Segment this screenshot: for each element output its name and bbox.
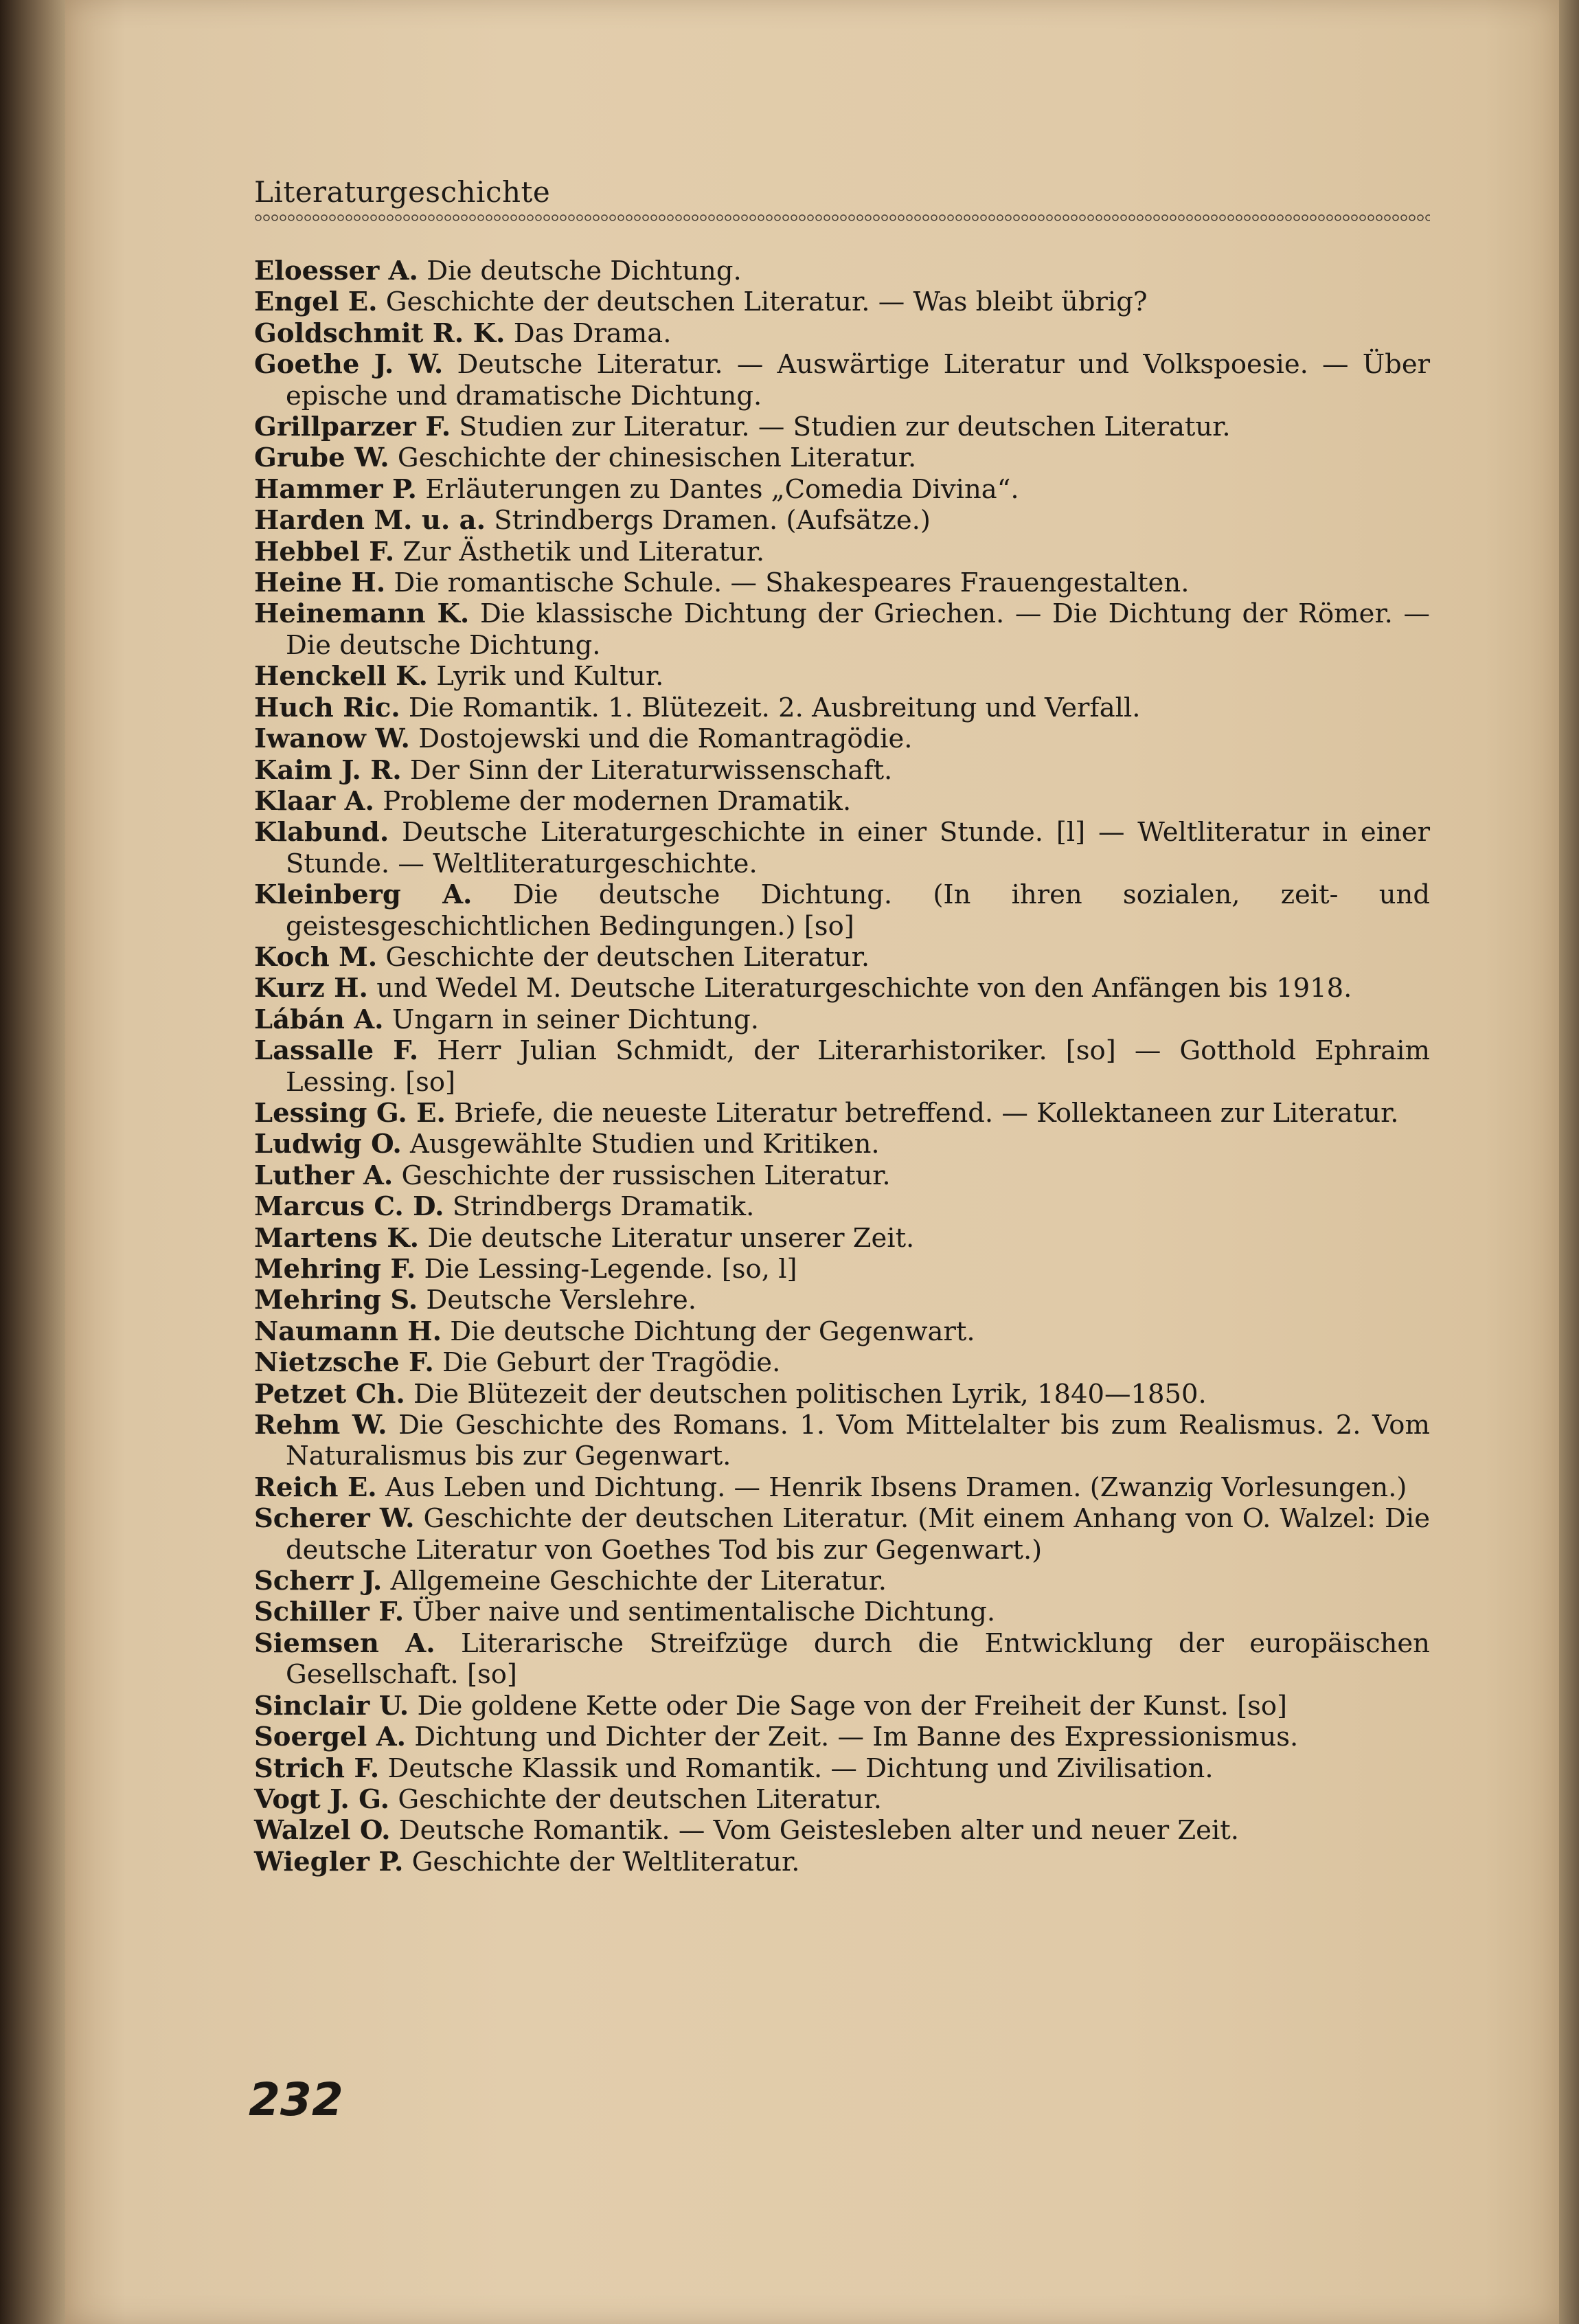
bibliography-entry [254, 442, 1430, 473]
work-titles: Die romantische Schule. — Shakespeares Frauengestalten. [394, 567, 1190, 599]
work-titles: Geschichte der chinesischen Literatur. [397, 442, 917, 474]
work-titles: Geschichte der deutschen Literatur. (Mit einem Anhang von O. Walzel: Die deutsche Literatur von Goethes Tod bis zur Gegenwart.) [286, 1503, 1430, 1566]
work-titles: Die Blütezeit der deutschen politischen Lyrik, 1840—1850. [413, 1378, 1207, 1410]
work-titles: Geschichte der deutschen Literatur. — Was bleibt übrig? [385, 286, 1148, 318]
work-titles: Das Drama. [513, 317, 672, 349]
author-name: Huch Ric. [254, 692, 400, 723]
bibliography-entry [254, 1379, 1430, 1410]
work-titles: Allgemeine Geschichte der Literatur. [390, 1566, 887, 1597]
bibliography-entry [254, 942, 1430, 973]
author-name: Heinemann K. [254, 598, 470, 630]
bibliography-entry [254, 1722, 1430, 1752]
work-titles: Briefe, die neueste Literatur betreffend. — Kollektaneen zur Literatur. [454, 1097, 1399, 1129]
author-name: Ludwig O. [254, 1129, 402, 1160]
author-name: Scherr J. [254, 1566, 383, 1597]
work-titles: Die deutsche Dichtung der Gegenwart. [450, 1316, 975, 1347]
bibliography-entry [254, 879, 1430, 942]
work-titles: Strindbergs Dramatik. [452, 1191, 755, 1223]
author-name: Engel E. [254, 286, 378, 318]
bibliography-entry [254, 349, 1430, 411]
bibliography-entry [254, 474, 1430, 505]
work-titles: Studien zur Literatur. — Studien zur deutschen Literatur. [459, 411, 1231, 443]
author-name: Harden M. u. a. [254, 505, 486, 537]
work-titles: Die klassische Dichtung der Griechen. — Die Dichtung der Römer. — Die deutsche Dichtung. [286, 598, 1430, 661]
author-name: Marcus C. D. [254, 1191, 444, 1223]
bibliography-entry [254, 1784, 1430, 1815]
author-name: Siemsen A. [254, 1627, 435, 1659]
work-titles: Strindbergs Dramen. (Aufsätze.) [494, 505, 931, 537]
bibliography-entry [254, 692, 1430, 723]
author-name: Goldschmit R. K. [254, 317, 505, 349]
bibliography-entry [254, 786, 1430, 817]
author-name: Walzel O. [254, 1815, 391, 1847]
bibliography-entry [254, 1410, 1430, 1472]
author-name: Grube W. [254, 442, 389, 474]
page-number: 232 [249, 2073, 343, 2126]
bibliography-entry [254, 1691, 1430, 1722]
work-titles: Die Geburt der Tragödie. [442, 1347, 781, 1379]
work-titles: Dostojewski und die Romantragödie. [418, 723, 913, 755]
author-name: Lábán A. [254, 1004, 384, 1035]
author-name: Scherer W. [254, 1503, 415, 1535]
work-titles: Die deutsche Literatur unserer Zeit. [427, 1222, 915, 1254]
bibliography-entry [254, 567, 1430, 598]
bibliography-entry [254, 505, 1430, 536]
author-name: Lessing G. E. [254, 1097, 446, 1129]
author-name: Luther A. [254, 1160, 394, 1191]
book-binding-edge [0, 0, 65, 2324]
bibliography-entry [254, 1347, 1430, 1378]
work-titles: Lyrik und Kultur. [436, 661, 664, 692]
work-titles: Deutsche Romantik. — Vom Geistesleben alter und neuer Zeit. [398, 1815, 1239, 1847]
bibliography-entry [254, 1285, 1430, 1316]
bibliography-entry [254, 1815, 1430, 1846]
work-titles: Ungarn in seiner Dichtung. [391, 1004, 759, 1035]
bibliography-entry [254, 817, 1430, 879]
bibliography-entry [254, 973, 1430, 1004]
work-titles: Zur Ästhetik und Literatur. [402, 536, 765, 567]
book-page-edge [1559, 0, 1579, 2324]
bibliography-entry [254, 537, 1430, 567]
work-titles: Deutsche Verslehre. [426, 1285, 697, 1316]
author-name: Klabund. [254, 817, 389, 848]
author-name: Iwanow W. [254, 723, 410, 755]
bibliography-entry [254, 755, 1430, 786]
author-name: Henckell K. [254, 661, 428, 692]
bibliography-entry [254, 1098, 1430, 1129]
bibliography-entry [254, 1316, 1430, 1347]
work-titles: Die Romantik. 1. Blütezeit. 2. Ausbreitung und Verfall. [408, 692, 1141, 723]
author-name: Goethe J. W. [254, 349, 444, 381]
bibliography-entry [254, 1503, 1430, 1566]
bibliography-entry [254, 1254, 1430, 1285]
author-name: Naumann H. [254, 1316, 442, 1347]
work-titles: Probleme der modernen Dramatik. [383, 785, 852, 817]
work-titles: Der Sinn der Literaturwissenschaft. [409, 754, 893, 786]
work-titles: Ausgewählte Studien und Kritiken. [410, 1129, 880, 1160]
author-name: Nietzsche F. [254, 1347, 434, 1379]
work-titles: Die deutsche Dichtung. [427, 256, 742, 286]
bibliography-entry [254, 1472, 1430, 1503]
bibliography-entry [254, 723, 1430, 754]
author-name: Mehring S. [254, 1285, 418, 1316]
bibliography-entry [254, 1160, 1430, 1191]
work-titles: Dichtung und Dichter der Zeit. — Im Banne des Expressionismus. [414, 1722, 1299, 1753]
bibliography-entry [254, 1191, 1430, 1222]
bibliography-entry [254, 1129, 1430, 1160]
bibliography-entry [254, 1628, 1430, 1691]
bibliography-entry [254, 256, 1430, 286]
author-name: Kleinberg A. [254, 879, 473, 911]
work-titles: Herr Julian Schmidt, der Literarhistoriker. [so] — Gotthold Ephraim Lessing. [so] [286, 1035, 1430, 1098]
author-name: Soergel A. [254, 1722, 406, 1753]
bibliography-entry [254, 661, 1430, 692]
work-titles: Die Lessing-Legende. [so, l] [424, 1254, 797, 1285]
work-titles: Die deutsche Dichtung. (In ihren sozialen, zeit- und geistesgeschichtlichen Bedingungen.) [so] [286, 879, 1431, 942]
bibliography-entry [254, 598, 1430, 661]
bibliography-entry [254, 411, 1430, 442]
bibliography-entry [254, 286, 1430, 317]
work-titles: und Wedel M. Deutsche Literaturgeschichte von den Anfängen bis 1918. [376, 973, 1352, 1004]
author-name: Koch M. [254, 941, 378, 973]
work-titles: Geschichte der deutschen Literatur. [398, 1783, 883, 1815]
author-name: Hebbel F. [254, 536, 395, 567]
author-name: Mehring F. [254, 1254, 416, 1285]
work-titles: Erläuterungen zu Dantes „Comedia Divina“. [425, 473, 1019, 505]
author-name: Klaar A. [254, 785, 374, 817]
author-name: Vogt J. G. [254, 1783, 390, 1815]
bibliography-entry [254, 1004, 1430, 1035]
work-titles: Deutsche Klassik und Romantik. — Dichtung und Zivilisation. [387, 1752, 1214, 1784]
work-titles: Aus Leben und Dichtung. — Henrik Ibsens Dramen. (Zwanzig Vorlesungen.) [385, 1471, 1407, 1503]
author-name: Lassalle F. [254, 1035, 419, 1067]
work-titles: Geschichte der Weltliteratur. [411, 1846, 800, 1877]
author-name: Strich F. [254, 1752, 380, 1784]
bibliography-entry [254, 1035, 1430, 1098]
author-name: Rehm W. [254, 1410, 387, 1441]
author-name: Kaim J. R. [254, 754, 402, 786]
work-titles: Deutsche Literaturgeschichte in einer Stunde. [l] — Weltliteratur in einer Stunde. — Weltliteraturgeschichte. [286, 817, 1430, 879]
bibliography-entry [254, 1597, 1430, 1627]
author-name: Sinclair U. [254, 1690, 409, 1722]
author-name: Hammer P. [254, 473, 417, 505]
work-titles: Geschichte der deutschen Literatur. [385, 941, 870, 973]
bibliography-entry [254, 1847, 1430, 1877]
author-name: Kurz H. [254, 973, 368, 1004]
author-name: Eloesser A. [254, 256, 418, 286]
bibliography-entry [254, 1223, 1430, 1254]
running-header: Literaturgeschichte [254, 175, 551, 209]
bibliography-entry [254, 1753, 1430, 1784]
bibliography-entry [254, 1566, 1430, 1597]
work-titles: Die goldene Kette oder Die Sage von der Freiheit der Kunst. [so] [417, 1690, 1288, 1722]
author-name: Martens K. [254, 1222, 420, 1254]
work-titles: Über naive und sentimentalische Dichtung. [412, 1597, 996, 1628]
work-titles: Deutsche Literatur. — Auswärtige Literatur und Volkspoesie. — Über epische und dramatische Dichtung. [286, 349, 1431, 411]
author-name: Schiller F. [254, 1597, 405, 1628]
work-titles: Die Geschichte des Romans. 1. Vom Mittelalter bis zum Realismus. 2. Vom Naturalismus bis zur Gegenwart. [286, 1410, 1430, 1472]
author-name: Reich E. [254, 1471, 377, 1503]
bibliography-list [254, 256, 1430, 1877]
work-titles: Literarische Streifzüge durch die Entwicklung der europäischen Gesellschaft. [so] [286, 1627, 1430, 1691]
header-wavy-rule [254, 214, 1430, 221]
author-name: Petzet Ch. [254, 1378, 405, 1410]
author-name: Grillparzer F. [254, 411, 451, 443]
bibliography-entry [254, 318, 1430, 349]
author-name: Heine H. [254, 567, 386, 599]
author-name: Wiegler P. [254, 1846, 404, 1877]
work-titles: Geschichte der russischen Literatur. [401, 1160, 891, 1191]
